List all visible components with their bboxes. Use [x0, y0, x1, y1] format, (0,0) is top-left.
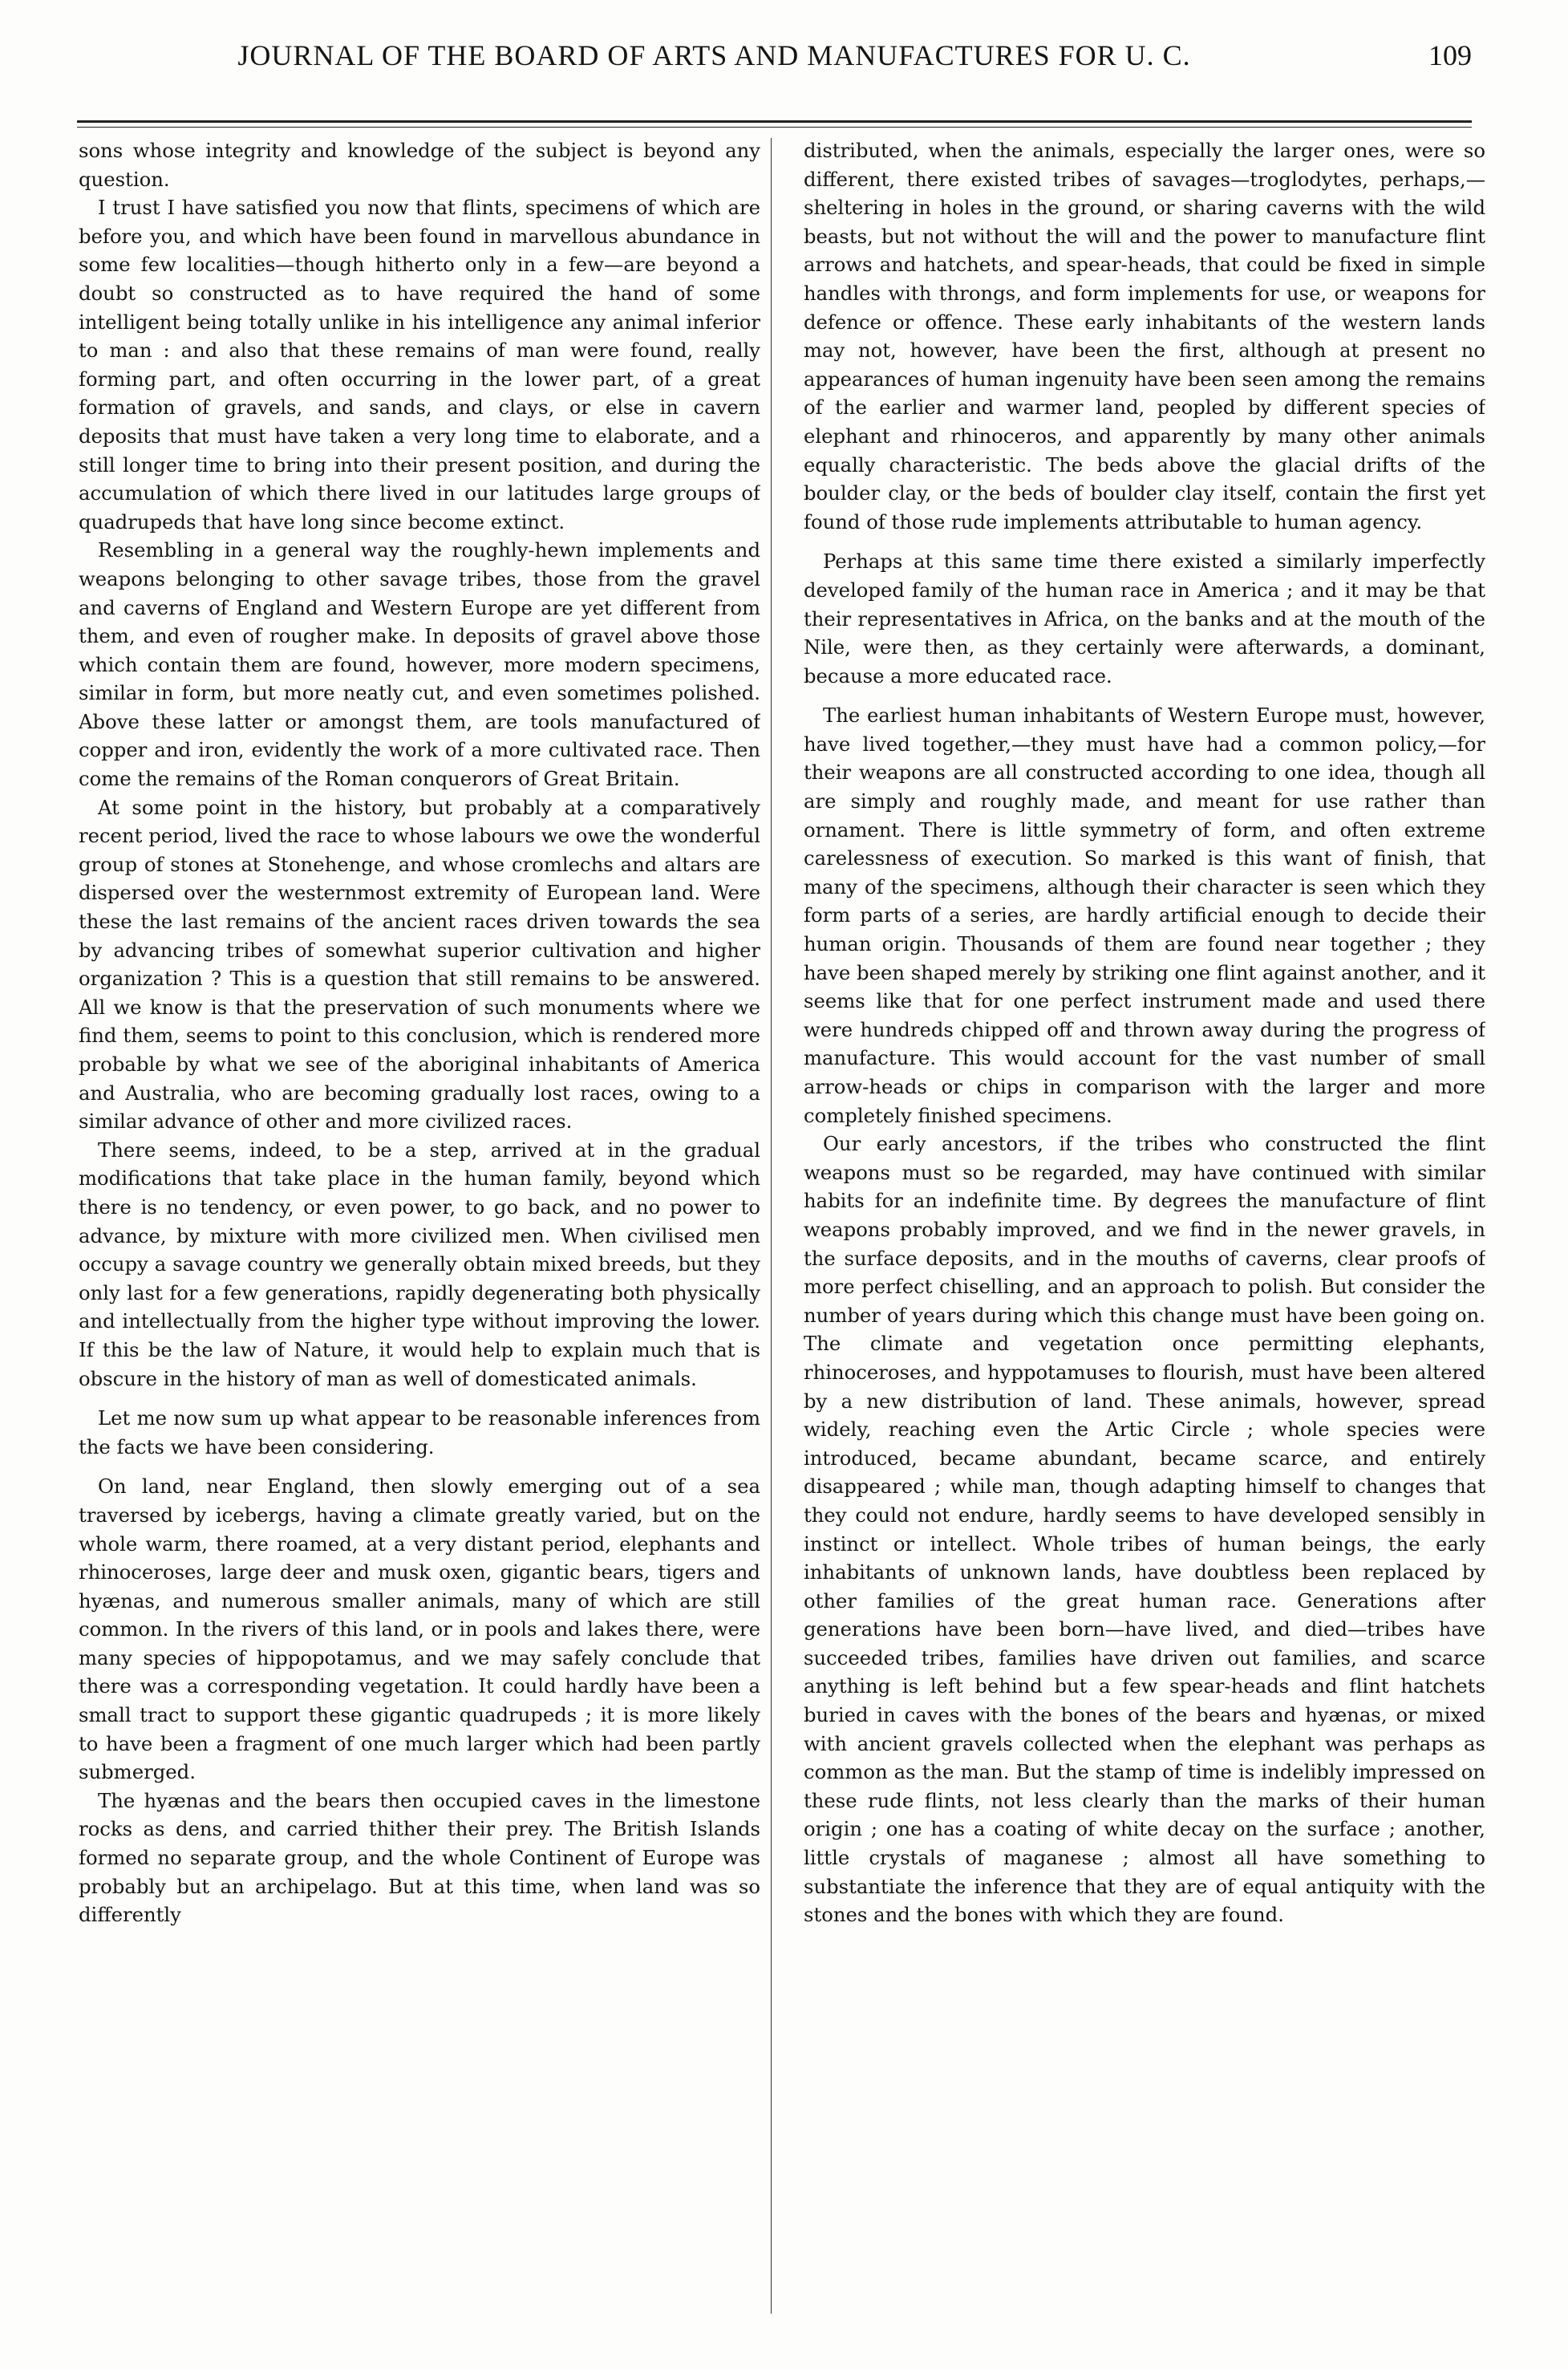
paragraph: Resembling in a general way the roughly-hewn implements and weapons belonging to other savage tribes, those from the gravel and caverns of England and Western Europe are yet different from them, and even of rougher make. In deposits of gravel above those which contain them are found, however, more modern specimens, similar in form, but more neatly cut, and even sometimes polished. Above these latter or amongst them, are tools manufactured of copper and iron, evidently the work of a more cultivated race. Then come the remains of the Roman conquerors of Great Britain. [79, 538, 760, 791]
header-rule-thin [77, 127, 1472, 128]
running-header [77, 32, 1472, 88]
paragraph: Let me now sum up what appear to be reasonable inferences from the facts we have been considering. [79, 1406, 760, 1458]
paragraph: sons whose integrity and knowledge of the subject is beyond any question. [79, 139, 760, 191]
paragraph: There seems, indeed, to be a step, arrived at in the gradual modifications that take place in the human family, beyond which there is no tendency, or even power, to go back, and no power to advance, by mixture with more civilized men. When civilised men occupy a savage country we generally obtain mixed breeds, but they only last for a few generations, rapidly degenerating both physically and intellectually from the higher type without improving the lower. If this be the law of Nature, it would help to explain much that is obscure in the history of man as well of domesticated animals. [79, 1138, 760, 1390]
paragraph: distributed, when the animals, especially the larger ones, were so different, there existed tribes of savages—troglodytes, perhaps,—sheltering in holes in the ground, or sharing caverns with the wild beasts, but not without the will and the power to manufacture flint arrows and hatchets, and spear-heads, that could be fixed in simple handles with throngs, and form implements for use, or weapons for defence or offence. These early inhabitants of the western lands may not, however, have been the first, although at present no appearances of human ingenuity have been seen among the remains of the earlier and warmer land, peopled by different species of elephant and rhinoceros, and apparently by many other animals equally characteristic. The beds above the glacial drifts of the boulder clay, or the beds of boulder clay itself, contain the first yet found of those rude implements attributable to human agency. [804, 139, 1485, 533]
page-number: 109 [1428, 39, 1472, 71]
header-rule-thick [77, 120, 1472, 123]
right-column [804, 136, 1485, 2318]
paragraph: At some point in the history, but probably at a comparatively recent period, lived the race to whose labours we owe the wonderful group of stones at Stonehenge, and whose cromlechs and altars are dispersed over the westernmost extremity of European land. Were these the last remains of the ancient races driven towards the sea by advancing tribes of somewhat superior cultivation and higher organization ? This is a question that still remains to be answered. All we know is that the preservation of such monuments where we find them, seems to point to this conclusion, which is rendered more probable by what we see of the aboriginal inhabitants of America and Australia, who are becoming gradually lost races, owing to a similar advance of other and more civilized races. [79, 795, 760, 1134]
paragraph: The hyænas and the bears then occupied caves in the limestone rocks as dens, and carried thither their prey. The British Islands formed no separate group, and the whole Continent of Europe was probably but an archipelago. But at this time, when land was so differently [79, 1788, 760, 1927]
left-column [79, 136, 760, 2318]
column-divider [771, 138, 772, 2314]
paragraph: Our early ancestors, if the tribes who constructed the flint weapons must so be regarded, may have continued with similar habits for an indefinite time. By degrees the manufacture of flint weapons probably improved, and we find in the newer gravels, in the surface deposits, and in the mouths of caverns, clear proofs of more perfect chiselling, and an approach to polish. But consider the number of years during which this change must have been going on. The climate and vegetation once permitting elephants, rhinoceroses, and hyppotamuses to flourish, must have been altered by a new distribution of land. These animals, however, spread widely, reaching even the Artic Circle ; whole species were introduced, became abundant, became scarce, and entirely disappeared ; while man, though adapting himself to changes that they could not endure, hardly seems to have developed sensibly in instinct or intellect. Whole tribes of human beings, the early inhabitants of unknown lands, have doubtless been replaced by other families of the great human race. Generations after generations have been born—have lived, and died—tribes have succeeded tribes, families have driven out families, and scarce anything is left behind but a few spear-heads and flint hatchets buried in caves with the bones of the bears and hyænas, or mixed with ancient gravels collected when the elephant was perhaps as common as the man. But the stamp of time is indelibly impressed on these rude flints, not less clearly than the marks of their human origin ; one has a coating of white decay on the surface ; another, little crystals of maganese ; almost all have something to substantiate the inference that they are of equal antiquity with the stones and the bones with which they are found. [804, 1132, 1485, 1927]
journal-title: JOURNAL OF THE BOARD OF ARTS AND MANUFACTURES FOR U. C. [237, 39, 1191, 71]
paragraph: The earliest human inhabitants of Western Europe must, however, have lived together,—they must have had a common policy,—for their weapons are all constructed according to one idea, though all are simply and roughly made, and meant for use rather than ornament. There is little symmetry of form, and often extreme carelessness of execution. So marked is this want of finish, that many of the specimens, although their character is seen which they form parts of a series, are hardly artificial enough to decide their human origin. Thousands of them are found near together ; they have been shaped merely by striking one flint against another, and it seems like that for one perfect instrument made and used there were hundreds chipped off and thrown away during the progress of manufacture. This would account for the vast number of small arrow-heads or chips in comparison with the larger and more completely finished specimens. [804, 704, 1485, 1127]
paragraph: I trust I have satisfied you now that flints, specimens of which are before you, and which have been found in marvellous abundance in some few localities—though hitherto only in a few—are beyond a doubt so constructed as to have required the hand of some intelligent being totally unlike in his intelligence any animal inferior to man : and also that these remains of man were found, really forming part, and often occurring in the lower part, of a great formation of gravels, and sands, and clays, or else in cavern deposits that must have taken a very long time to elaborate, and a still longer time to bring into their present position, and during the accumulation of which there lived in our latitudes large groups of quadrupeds that have long since become extinct. [79, 196, 760, 533]
paragraph: Perhaps at this same time there existed a similarly imperfectly developed family of the human race in America ; and it may be that their representatives in Africa, on the banks and at the mouth of the Nile, were then, as they certainly were afterwards, a dominant, because a more educated race. [804, 550, 1485, 688]
paragraph: On land, near England, then slowly emerging out of a sea traversed by icebergs, having a climate greatly varied, but on the whole warm, there roamed, at a very distant period, elephants and rhinoceroses, large deer and musk oxen, gigantic bears, tigers and hyænas, and numerous smaller animals, many of which are still common. In the rivers of this land, or in pools and lakes there, were many species of hippopotamus, and we may safely conclude that there was a corresponding vegetation. It could hardly have been a small tract to support these gigantic quadrupeds ; it is more likely to have been a fragment of one much larger which had been partly submerged. [79, 1475, 760, 1784]
